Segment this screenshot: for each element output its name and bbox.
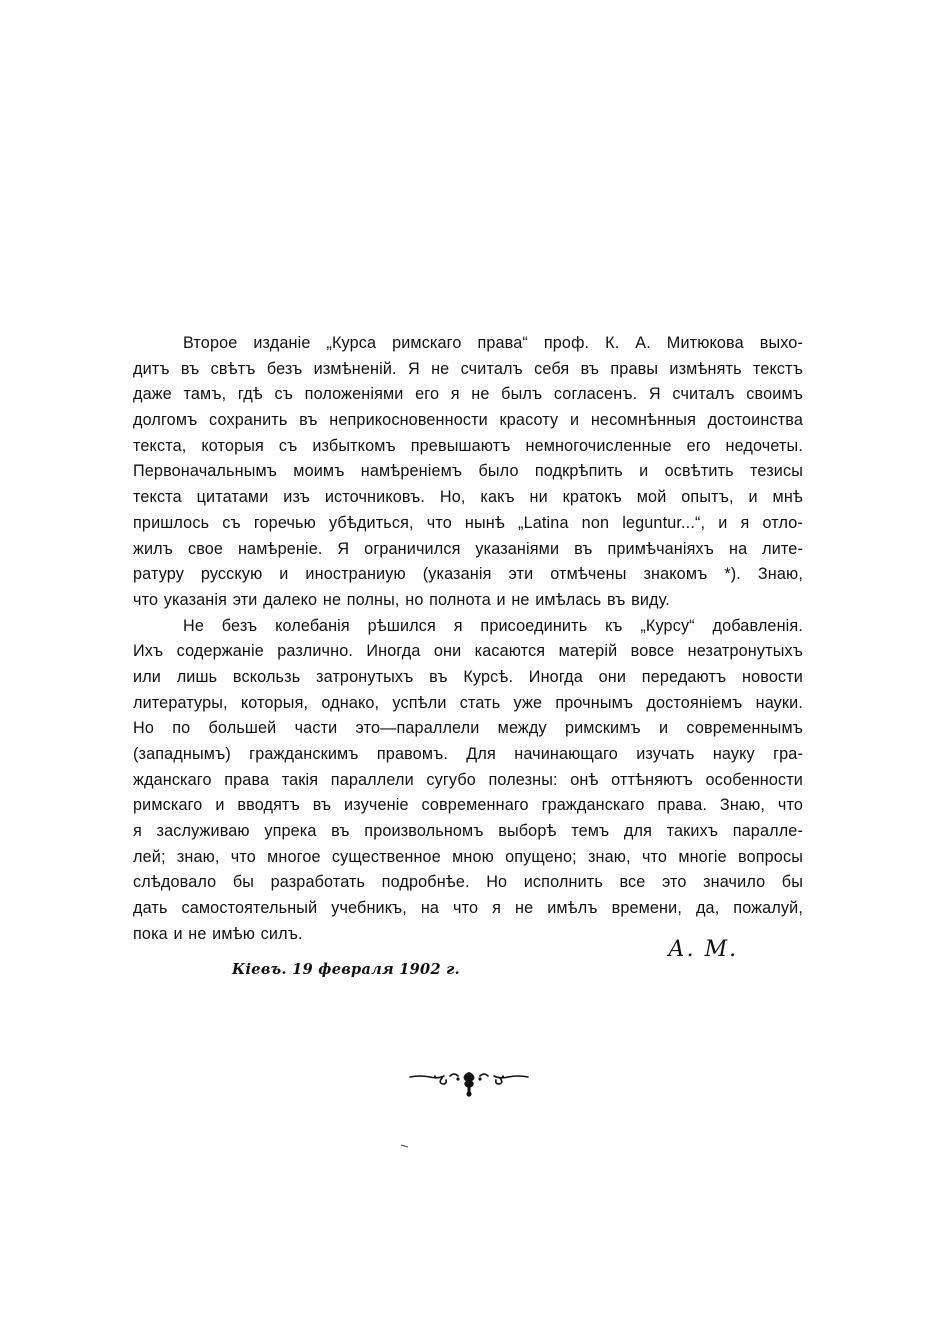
text-line: я заслуживаю упрека въ произвольномъ выборѣ темъ для такихъ паралле- bbox=[133, 822, 803, 841]
text-line: дитъ въ свѣтъ безъ измѣненій. Я не считалъ себя въ правы измѣнять текстъ bbox=[133, 359, 803, 378]
text-line: Но по большей части это—параллели между римскимъ и современнымъ bbox=[133, 719, 803, 738]
text-line: даже тамъ, гдѣ съ положеніями его я не былъ согласенъ. Я считалъ своимъ bbox=[133, 385, 803, 404]
text-line: Ихъ содержаніе различно. Иногда они касаются матерій вовсе незатронутыхъ bbox=[133, 642, 803, 661]
text-line: пока и не имѣю силъ. bbox=[133, 924, 303, 943]
text-line: лей; знаю, что многое существенное мною опущено; знаю, что многіе вопросы bbox=[133, 847, 803, 866]
text-line: долгомъ сохранить въ неприкосновенности красоту и несомнѣнныя достоинства bbox=[133, 411, 803, 430]
text-line: Не безъ колебанія рѣшился я присоединить къ „Курсу“ добавленія. bbox=[183, 616, 803, 635]
place-date: Кіевъ. 19 февраля 1902 г. bbox=[232, 961, 460, 978]
text-line: ратуру русскую и иностраниую (указанія эти отмѣчены знакомъ *). Знаю, bbox=[133, 565, 803, 584]
text-line: Второе изданіе „Курса римскаго права“ проф. К. А. Митюкова выхо- bbox=[183, 334, 803, 352]
text-line: текста цитатами изъ источниковъ. Но, какъ ни кратокъ мой опытъ, и мнѣ bbox=[133, 488, 803, 507]
text-line: слѣдовало бы разработать подробнѣе. Но исполнить все это значило бы bbox=[133, 873, 803, 892]
text-line: литературы, которыя, однако, успѣли стать уже прочнымъ достояніемъ науки. bbox=[133, 693, 803, 712]
text-line: римскаго и вводятъ въ изученіе современнаго гражданскаго права. Знаю, что bbox=[133, 796, 803, 815]
text-line: что указанія эти далеко не полны, но полнота и не имѣлась въ виду. bbox=[133, 590, 670, 609]
text-line: дать самостоятельный учебникъ, на что я не имѣлъ времени, да, пожалуй, bbox=[133, 899, 803, 918]
text-line: жданскаго права такія параллели сугубо полезны: онѣ оттѣняютъ особенности bbox=[133, 770, 803, 789]
text-line: жилъ свое намѣреніе. Я ограничился указаніями въ примѣчаніяхъ на лите- bbox=[133, 539, 803, 558]
print-speck bbox=[401, 1144, 409, 1148]
text-line: или лишь вскользь затронутыхъ въ Курсѣ. Иногда они передаютъ новости bbox=[133, 667, 803, 686]
text-line: (западнымъ) гражданскимъ правомъ. Для начинающаго изучать науку гра- bbox=[133, 745, 803, 763]
text-line: пришлось съ горечью убѣдиться, что нынѣ „Latina non leguntur...“, и я отло- bbox=[133, 513, 803, 532]
text-line: текста, которыя съ избыткомъ превышаютъ немногочисленные его недочеты. bbox=[133, 436, 803, 455]
author-signature: А. М. bbox=[668, 937, 739, 962]
floral-ornament-icon bbox=[408, 1068, 530, 1098]
text-line: Первоначальнымъ моимъ намѣреніемъ было подкрѣпить и освѣтить тезисы bbox=[133, 462, 803, 481]
preface-text bbox=[133, 331, 803, 948]
